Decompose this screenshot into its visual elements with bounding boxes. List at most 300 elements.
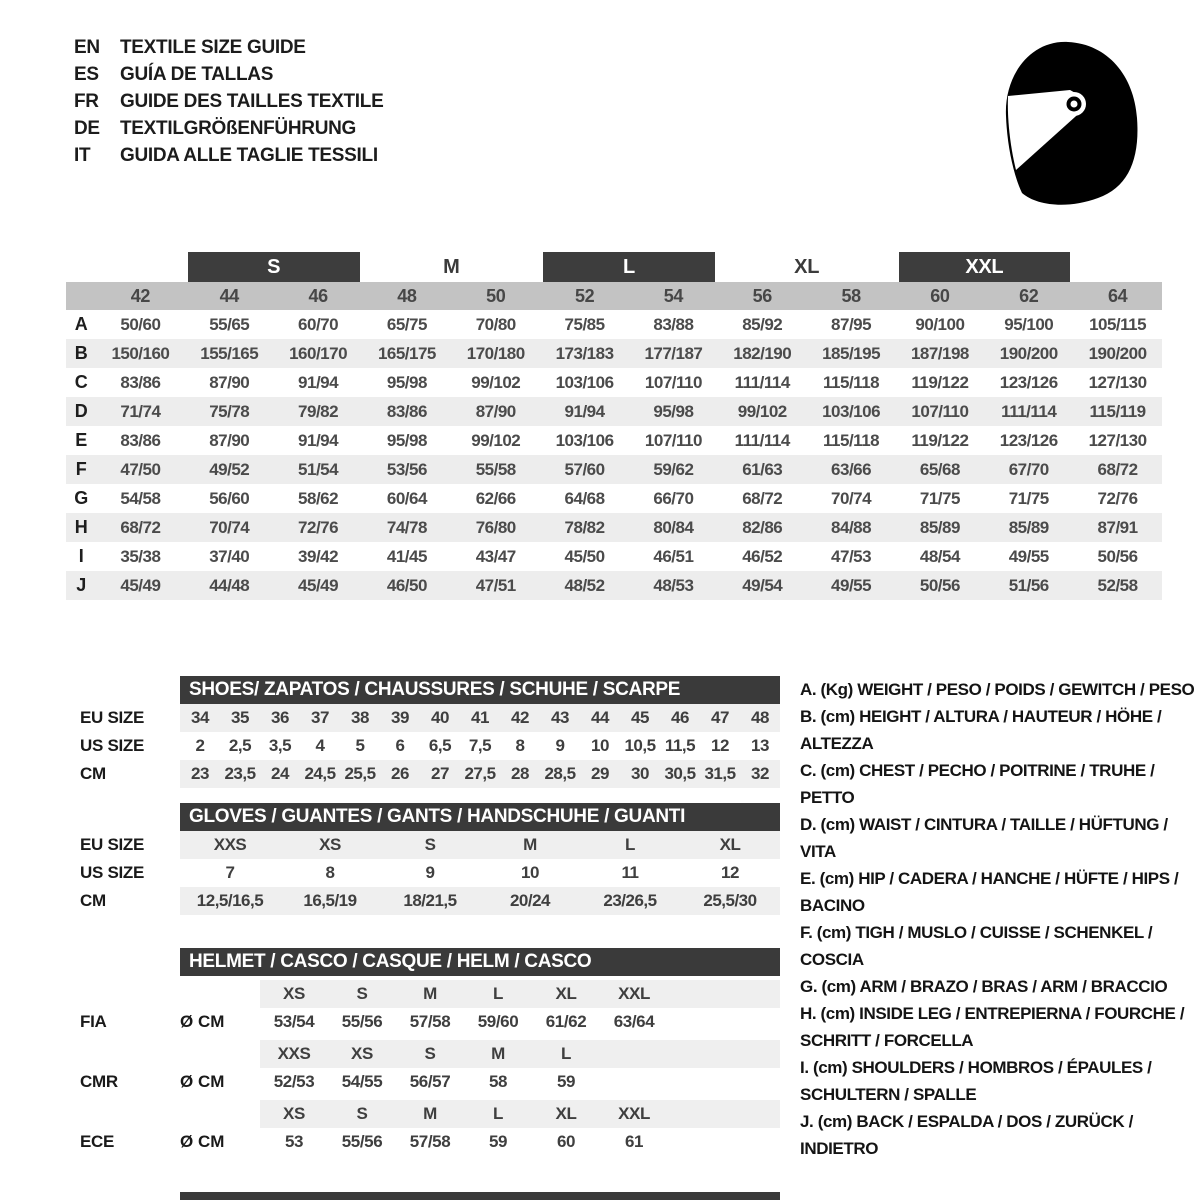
helmet-size-label: M — [396, 1100, 464, 1128]
value-cell: 11,5 — [664, 736, 696, 755]
size-value: 91/94 — [540, 397, 629, 426]
value-cell: 26 — [391, 764, 409, 783]
value-cell: 48 — [751, 708, 769, 727]
size-column-header: 42 — [96, 282, 185, 310]
legend-item: H. (cm) INSIDE LEG / ENTREPIERNA / FOURCHE / SCHRITT / FORCELLA — [800, 1004, 1185, 1050]
size-value: 115/118 — [823, 430, 880, 450]
filler — [600, 1040, 780, 1068]
size-value: 58/62 — [298, 488, 339, 508]
helmet-value: 63/64 — [613, 1012, 655, 1031]
helmet-value-row — [80, 1068, 780, 1096]
legend-item: A. (Kg) WEIGHT / PESO / POIDS / GEWITCH / PESO — [800, 680, 1195, 699]
gloves-row — [80, 887, 780, 915]
size-value: 115/119 — [1073, 397, 1162, 426]
size-value: 111/114 — [734, 430, 790, 450]
value-cell: 25,5 — [344, 764, 376, 783]
helmet-value-row — [80, 1128, 780, 1156]
size-value: 68/72 — [96, 513, 185, 542]
helmet-value: 53/54 — [273, 1012, 315, 1031]
language-title: TEXTILGRÖßENFÜHRUNG — [120, 117, 357, 139]
measure-row-label: A — [74, 314, 88, 334]
size-value: 49/54 — [718, 571, 807, 600]
size-value: 48/53 — [629, 571, 718, 600]
value-cell: 10 — [591, 736, 609, 755]
header-spacer — [96, 252, 185, 282]
helmet-title: HELMET / CASCO / CASQUE / HELM / CASCO — [180, 948, 780, 976]
row-cells — [180, 1008, 780, 1036]
helmet-size-label: XXL — [600, 1100, 668, 1128]
size-value: 48/54 — [919, 546, 960, 566]
size-value: 70/74 — [831, 488, 872, 508]
size-value: 185/195 — [807, 339, 896, 368]
value-cell: 23,5 — [224, 764, 256, 783]
value-cell: 37 — [311, 708, 329, 727]
size-value: 85/92 — [742, 314, 783, 334]
helmet-value: 61/62 — [545, 1012, 587, 1031]
size-value: 87/90 — [451, 397, 540, 426]
measure-row-label: I — [78, 546, 84, 566]
size-value: 155/165 — [185, 339, 274, 368]
value-cell: 35 — [231, 708, 249, 727]
filler — [600, 1068, 780, 1096]
size-value: 123/126 — [999, 430, 1058, 450]
size-value: 99/102 — [718, 397, 807, 426]
row-label: EU SIZE — [80, 835, 145, 854]
helmet-value: 59 — [556, 1072, 576, 1091]
helmet-size-label: XL — [532, 980, 600, 1008]
size-value: 85/89 — [896, 513, 985, 542]
row-label: US SIZE — [80, 863, 145, 882]
legend-item: I. (cm) SHOULDERS / HOMBROS / ÉPAULES / SCHULTERN / SPALLE — [800, 1058, 1152, 1104]
value-cell: 27,5 — [464, 764, 496, 783]
value-cell: 2 — [195, 736, 205, 755]
row-label — [80, 1040, 180, 1068]
helmet-size-label: XS — [260, 980, 328, 1008]
size-value: 87/90 — [209, 372, 250, 392]
size-value: 103/106 — [555, 372, 614, 392]
value-cell: 28,5 — [544, 764, 576, 783]
size-value: 71/75 — [1008, 488, 1049, 508]
size-value: 107/110 — [896, 397, 985, 426]
helmet-value: 59/60 — [477, 1012, 519, 1031]
size-column-header: 48 — [363, 282, 452, 310]
row-cells — [180, 732, 780, 760]
value-cell: 20/24 — [509, 891, 551, 910]
value-cell: 45 — [631, 708, 649, 727]
size-value: 72/76 — [274, 513, 363, 542]
legend-item: B. (cm) HEIGHT / ALTURA / HAUTEUR / HÖHE / ALTEZZA — [800, 707, 1162, 753]
size-value: 182/190 — [718, 339, 807, 368]
unit-spacer — [180, 1040, 260, 1068]
size-value: 75/85 — [564, 314, 605, 334]
size-column-header: 52 — [540, 282, 629, 310]
value-cell: L — [625, 835, 635, 854]
size-value: 111/114 — [984, 397, 1073, 426]
filler — [668, 980, 780, 1008]
filler — [668, 1008, 780, 1036]
value-cell: 16,5/19 — [303, 891, 357, 910]
value-cell: 38 — [351, 708, 369, 727]
size-group-xxl: XXL — [899, 252, 1071, 282]
size-value: 49/52 — [185, 455, 274, 484]
language-title: GUIDE DES TAILLES TEXTILE — [120, 90, 384, 112]
size-value: 71/75 — [919, 488, 960, 508]
helmet-size-label: S — [328, 980, 396, 1008]
size-value: 35/38 — [120, 546, 161, 566]
header-spacer — [66, 252, 96, 282]
size-value: 83/88 — [653, 314, 694, 334]
size-value: 60/70 — [298, 314, 339, 334]
value-cell: 18/21,5 — [403, 891, 457, 910]
size-value: 83/86 — [363, 397, 452, 426]
row-cells — [180, 831, 780, 859]
size-value: 65/68 — [896, 455, 985, 484]
helmet-size-label: XS — [328, 1040, 396, 1068]
language-row — [74, 115, 383, 142]
legend-item: G. (cm) ARM / BRAZO / BRAS / ARM / BRACCIO — [800, 977, 1168, 996]
size-value: 84/88 — [807, 513, 896, 542]
size-column-header: 44 — [185, 282, 274, 310]
unit-label: Ø CM — [180, 1012, 225, 1031]
size-value: 64/68 — [564, 488, 605, 508]
size-value: 50/56 — [1097, 546, 1138, 566]
row-cells — [180, 704, 780, 732]
row-cells — [180, 1100, 780, 1128]
value-cell: XS — [319, 835, 341, 854]
value-cell: 47 — [711, 708, 729, 727]
row-cells — [180, 1040, 780, 1068]
size-value: 177/187 — [629, 339, 718, 368]
value-cell: 46 — [671, 708, 689, 727]
racing-helmet-icon — [982, 38, 1142, 208]
size-value: 60/64 — [386, 488, 427, 508]
value-cell: 40 — [431, 708, 449, 727]
size-value: 127/130 — [1088, 430, 1147, 450]
standard-label: FIA — [80, 1012, 107, 1031]
size-value: 107/110 — [644, 372, 702, 392]
shoes-rows — [80, 704, 780, 788]
helmet-value: 56/57 — [409, 1072, 451, 1091]
size-value: 82/86 — [718, 513, 807, 542]
size-value: 61/63 — [718, 455, 807, 484]
next-section-bar — [180, 1192, 780, 1200]
helmet-size-label: S — [396, 1040, 464, 1068]
size-value: 50/60 — [120, 314, 161, 334]
language-code: ES — [74, 63, 99, 85]
size-value: 75/78 — [185, 397, 274, 426]
legend — [800, 676, 1200, 1162]
size-value: 47/51 — [451, 571, 540, 600]
helmet-value: 55/56 — [341, 1012, 383, 1031]
helmet-svg — [982, 38, 1142, 208]
size-value: 170/180 — [451, 339, 540, 368]
size-value: 51/56 — [984, 571, 1073, 600]
value-cell: 7 — [225, 863, 235, 882]
value-cell: 42 — [511, 708, 529, 727]
value-cell: 3,5 — [268, 736, 292, 755]
legend-item: E. (cm) HIP / CADERA / HANCHE / HÜFTE / HIPS / BACINO — [800, 869, 1179, 915]
language-title: GUIDA ALLE TAGLIE TESSILI — [120, 144, 378, 166]
row-label: EU SIZE — [80, 708, 145, 727]
size-value: 59/62 — [629, 455, 718, 484]
size-group-m: M — [443, 255, 460, 278]
size-value: 190/200 — [1073, 339, 1162, 368]
language-list — [74, 34, 383, 169]
size-column-header: 50 — [451, 282, 540, 310]
size-value: 83/86 — [120, 372, 161, 392]
size-value: 70/80 — [475, 314, 516, 334]
size-value: 70/74 — [185, 513, 274, 542]
value-cell: 11 — [621, 863, 639, 882]
size-value: 65/75 — [386, 314, 427, 334]
helmet-value: 53 — [284, 1132, 304, 1151]
measure-row-label: F — [66, 455, 96, 484]
value-cell: 25,5/30 — [703, 891, 757, 910]
helmet-value: 59 — [488, 1132, 508, 1151]
size-table — [66, 252, 1162, 600]
shoes-row — [80, 704, 780, 732]
value-cell: 41 — [471, 708, 489, 727]
value-cell: S — [424, 835, 436, 854]
helmet-size-label: L — [464, 1100, 532, 1128]
value-cell: 10,5 — [624, 736, 656, 755]
size-value: 91/94 — [298, 372, 339, 392]
size-value: 165/175 — [363, 339, 452, 368]
value-cell: 8 — [515, 736, 525, 755]
size-value: 95/98 — [386, 372, 427, 392]
size-value: 46/51 — [653, 546, 694, 566]
measure-row-label: E — [75, 430, 87, 450]
measure-row-label: D — [66, 397, 96, 426]
measure-row-label: J — [66, 571, 96, 600]
value-cell: 32 — [751, 764, 769, 783]
size-value: 48/52 — [540, 571, 629, 600]
row-label: US SIZE — [80, 736, 145, 755]
size-value: 160/170 — [274, 339, 363, 368]
size-value: 127/130 — [1088, 372, 1147, 392]
measure-row-label: H — [66, 513, 96, 542]
value-cell: 36 — [271, 708, 289, 727]
measure-row-label: C — [74, 372, 88, 392]
row-label: CM — [80, 764, 106, 783]
size-column-header: 58 — [807, 282, 896, 310]
size-column-header: 54 — [629, 282, 718, 310]
value-cell: 12 — [711, 736, 729, 755]
value-cell: 29 — [591, 764, 609, 783]
gloves-row — [80, 831, 780, 859]
value-cell: M — [523, 835, 537, 854]
value-cell: 6 — [395, 736, 405, 755]
helmet-size-header — [80, 1040, 780, 1068]
size-value: 51/54 — [274, 455, 363, 484]
size-value: 50/56 — [896, 571, 985, 600]
row-cells — [180, 760, 780, 788]
size-value: 46/52 — [742, 546, 783, 566]
helmet-size-label: XS — [260, 1100, 328, 1128]
value-cell: 24 — [271, 764, 289, 783]
value-cell: 23 — [191, 764, 209, 783]
helmet-value: 57/58 — [409, 1012, 451, 1031]
language-code: FR — [74, 90, 99, 112]
size-value: 87/95 — [831, 314, 872, 334]
value-cell: 44 — [591, 708, 609, 727]
helmet-value: 61 — [624, 1132, 644, 1151]
size-value: 119/122 — [911, 372, 969, 392]
size-value: 49/55 — [807, 571, 896, 600]
row-label — [80, 1100, 180, 1128]
value-cell: XXS — [213, 835, 247, 854]
size-value: 54/58 — [120, 488, 161, 508]
size-value: 66/70 — [653, 488, 694, 508]
value-cell: 24,5 — [304, 764, 336, 783]
size-value: 90/100 — [915, 314, 965, 334]
size-value: 76/80 — [451, 513, 540, 542]
language-title: GUÍA DE TALLAS — [120, 63, 274, 85]
value-cell: XL — [719, 835, 741, 854]
gloves-row — [80, 859, 780, 887]
size-value: 44/48 — [185, 571, 274, 600]
filler — [668, 1100, 780, 1128]
value-cell: 6,5 — [428, 736, 452, 755]
size-value: 105/115 — [1089, 314, 1147, 334]
size-value: 74/78 — [363, 513, 452, 542]
size-value: 95/98 — [386, 430, 427, 450]
language-row — [74, 88, 383, 115]
helmet-value: 52/53 — [273, 1072, 315, 1091]
unit-label: Ø CM — [180, 1072, 225, 1091]
language-row — [74, 142, 383, 169]
size-value: 119/122 — [911, 430, 969, 450]
helmet-value: 55/56 — [341, 1132, 383, 1151]
helmet-section — [80, 948, 780, 1156]
size-value: 67/70 — [984, 455, 1073, 484]
helmet-size-label: L — [532, 1040, 600, 1068]
size-value: 91/94 — [298, 430, 339, 450]
size-column-header: 56 — [718, 282, 807, 310]
size-value: 45/49 — [96, 571, 185, 600]
shoes-title: SHOES/ ZAPATOS / CHAUSSURES / SCHUHE / SCARPE — [180, 676, 780, 704]
size-value: 55/65 — [209, 314, 250, 334]
row-label — [80, 980, 180, 1008]
size-value: 37/40 — [209, 546, 250, 566]
helmet-size-label: XL — [532, 1100, 600, 1128]
language-code: EN — [74, 36, 100, 58]
gloves-rows — [80, 831, 780, 915]
row-label: CM — [80, 891, 106, 910]
size-group-xl: XL — [794, 255, 820, 278]
size-strip-corner — [66, 282, 96, 310]
size-value: 55/58 — [451, 455, 540, 484]
language-code: IT — [74, 144, 91, 166]
legend-item: F. (cm) TIGH / MUSLO / CUISSE / SCHENKEL / COSCIA — [800, 923, 1153, 969]
size-value: 173/183 — [540, 339, 629, 368]
unit-spacer — [180, 980, 260, 1008]
legend-item: D. (cm) WAIST / CINTURA / TAILLE / HÜFTUNG / VITA — [800, 815, 1168, 861]
size-value: 190/200 — [984, 339, 1073, 368]
helmet-value: 60 — [556, 1132, 576, 1151]
size-column-header: 60 — [896, 282, 985, 310]
language-code: DE — [74, 117, 100, 139]
size-value: 45/50 — [564, 546, 605, 566]
value-cell: 9 — [555, 736, 565, 755]
helmet-size-header — [80, 1100, 780, 1128]
measure-row-label: G — [74, 488, 88, 508]
size-value: 103/106 — [807, 397, 896, 426]
value-cell: 27 — [431, 764, 449, 783]
row-cells — [180, 859, 780, 887]
size-value: 115/118 — [823, 372, 880, 392]
size-value: 107/110 — [644, 430, 702, 450]
value-cell: 7,5 — [468, 736, 492, 755]
size-value: 83/86 — [120, 430, 161, 450]
row-cells — [180, 1128, 780, 1156]
row-cells — [180, 1068, 780, 1096]
standard-label: CMR — [80, 1072, 118, 1091]
size-value: 63/66 — [807, 455, 896, 484]
size-value: 39/42 — [298, 546, 339, 566]
helmet-size-label: XXL — [600, 980, 668, 1008]
value-cell: 13 — [751, 736, 769, 755]
size-value: 57/60 — [540, 455, 629, 484]
legend-item: J. (cm) BACK / ESPALDA / DOS / ZURÜCK / INDIETRO — [800, 1112, 1133, 1158]
value-cell: 8 — [325, 863, 335, 882]
language-row — [74, 61, 383, 88]
size-value: 99/102 — [471, 372, 521, 392]
size-value: 95/98 — [629, 397, 718, 426]
shoes-row — [80, 760, 780, 788]
size-value: 68/72 — [1073, 455, 1162, 484]
size-column-header: 64 — [1073, 282, 1162, 310]
standard-label: ECE — [80, 1132, 115, 1151]
size-group-l: L — [543, 252, 715, 282]
size-value: 87/91 — [1073, 513, 1162, 542]
size-value: 78/82 — [540, 513, 629, 542]
size-value: 71/74 — [96, 397, 185, 426]
helmet-size-label: XXS — [260, 1040, 328, 1068]
value-cell: 12 — [721, 863, 739, 882]
size-value: 123/126 — [999, 372, 1058, 392]
language-title: TEXTILE SIZE GUIDE — [120, 36, 306, 58]
shoes-section — [80, 676, 780, 788]
language-row — [74, 34, 383, 61]
value-cell: 39 — [391, 708, 409, 727]
helmet-value: 54/55 — [341, 1072, 383, 1091]
size-value: 187/198 — [896, 339, 985, 368]
value-cell: 5 — [355, 736, 365, 755]
size-value: 41/45 — [386, 546, 427, 566]
size-value: 87/90 — [209, 430, 250, 450]
value-cell: 4 — [315, 736, 325, 755]
size-value: 53/56 — [363, 455, 452, 484]
header-spacer — [1073, 252, 1162, 282]
value-cell: 10 — [521, 863, 539, 882]
size-value: 52/58 — [1073, 571, 1162, 600]
size-value: 62/66 — [475, 488, 516, 508]
helmet-rows — [80, 980, 780, 1156]
size-value: 47/53 — [831, 546, 872, 566]
value-cell: 43 — [551, 708, 569, 727]
helmet-size-header — [80, 980, 780, 1008]
unit-spacer — [180, 1100, 260, 1128]
size-value: 47/50 — [96, 455, 185, 484]
unit-label: Ø CM — [180, 1132, 225, 1151]
helmet-size-label: L — [464, 980, 532, 1008]
size-group-s: S — [188, 252, 360, 282]
size-value: 56/60 — [209, 488, 250, 508]
helmet-value: 57/58 — [409, 1132, 451, 1151]
value-cell: 28 — [511, 764, 529, 783]
size-value: 103/106 — [555, 430, 614, 450]
